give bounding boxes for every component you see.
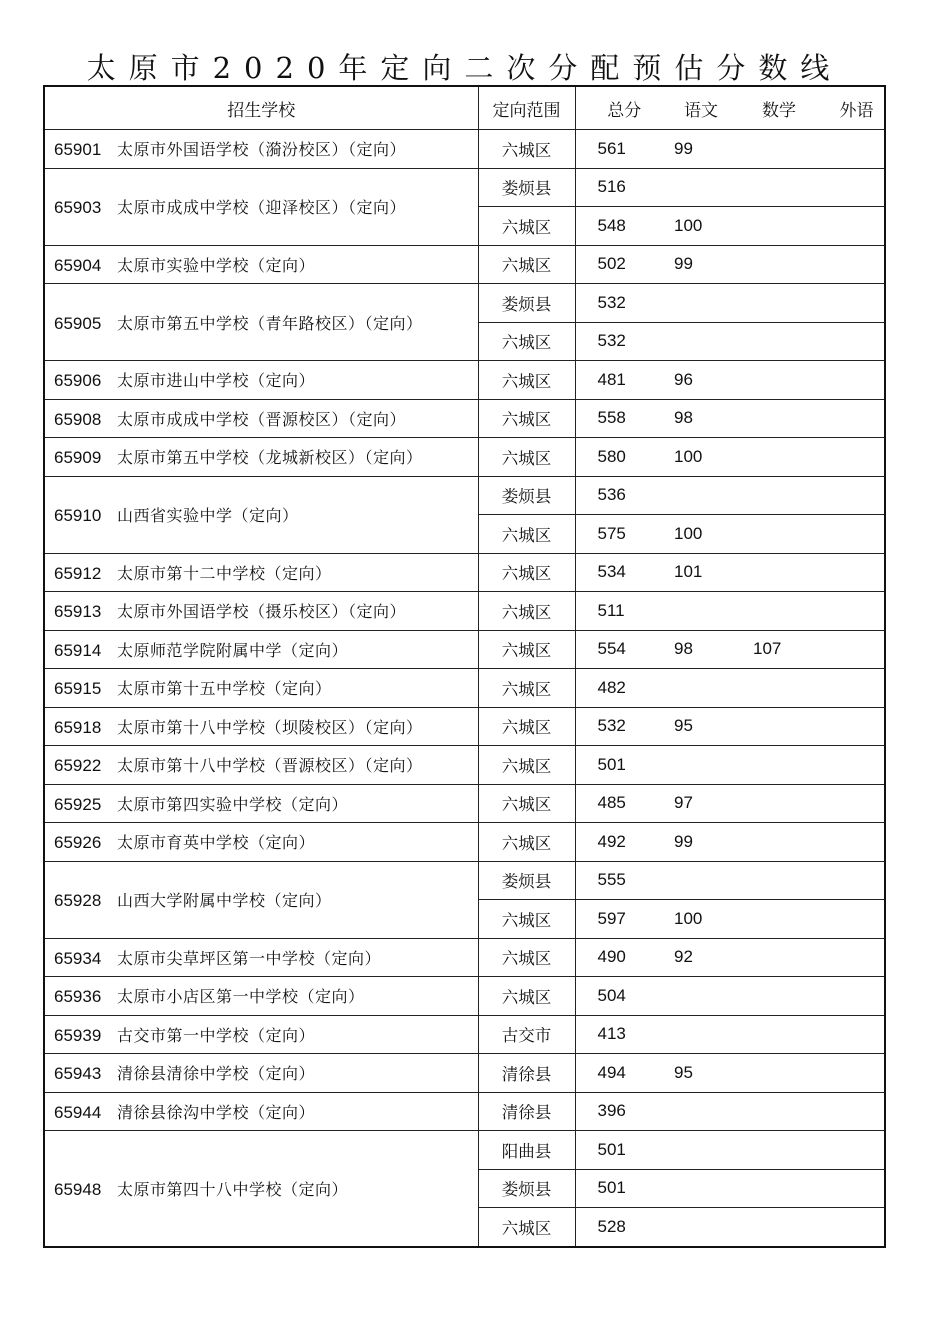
scope-cell: 六城区 [478,784,575,823]
total-score-cell: 481 [575,361,651,400]
total-score-cell: 597 [575,900,651,939]
math-score-cell [729,245,807,284]
school-cell [44,861,478,938]
table-row [44,361,885,400]
chinese-score-cell [651,861,729,900]
school-code: 65903 [54,198,102,217]
english-score-cell [807,861,885,900]
scope-cell: 清徐县 [478,1092,575,1131]
math-score-cell [729,1092,807,1131]
chinese-score-cell [651,977,729,1016]
school-name: 山西大学附属中学校（定向） [117,891,332,910]
chinese-score-cell: 100 [651,515,729,554]
english-score-cell [807,938,885,977]
table-row [44,977,885,1016]
scope-cell: 娄烦县 [478,1169,575,1208]
school-code: 65943 [54,1064,102,1084]
english-score-cell [807,130,885,169]
chinese-score-cell: 101 [651,553,729,592]
school-cell [44,399,478,438]
scope-cell: 清徐县 [478,1054,575,1093]
school-code: 65928 [54,891,102,910]
scope-cell: 六城区 [478,630,575,669]
math-score-cell [729,168,807,207]
school-code: 65939 [54,1025,102,1045]
english-score-cell [807,1208,885,1247]
table-row [44,553,885,592]
total-score-cell: 516 [575,168,651,207]
total-score-cell: 558 [575,399,651,438]
school-code: 65914 [54,640,102,660]
english-score-cell [807,707,885,746]
total-score-cell: 555 [575,861,651,900]
total-score-cell: 511 [575,592,651,631]
table-row [44,245,885,284]
chinese-score-cell: 99 [651,823,729,862]
table-row [44,1015,885,1054]
school-code: 65908 [54,409,102,429]
table-row [44,938,885,977]
table-row [44,823,885,862]
chinese-score-cell: 92 [651,938,729,977]
total-score-cell: 548 [575,207,651,246]
school-code: 65926 [54,833,102,853]
english-score-cell [807,746,885,785]
chinese-score-cell: 99 [651,245,729,284]
total-score-cell: 502 [575,245,651,284]
chinese-score-cell [651,284,729,323]
school-name: 太原市尖草坪区第一中学校（定向） [117,948,382,968]
scope-cell: 六城区 [478,207,575,246]
total-score-cell: 501 [575,1169,651,1208]
english-score-cell [807,553,885,592]
scope-cell: 六城区 [478,322,575,361]
math-score-cell [729,900,807,939]
scope-cell: 六城区 [478,515,575,554]
school-cell [44,1054,478,1093]
table-row [44,168,885,207]
table-row [44,707,885,746]
scope-cell: 六城区 [478,977,575,1016]
table-row [44,130,885,169]
math-score-cell [729,476,807,515]
math-score-cell [729,284,807,323]
school-cell [44,823,478,862]
total-score-cell: 532 [575,322,651,361]
school-code: 65912 [54,563,102,583]
math-score-cell [729,1015,807,1054]
scope-cell: 阳曲县 [478,1131,575,1170]
school-name: 清徐县徐沟中学校（定向） [117,1102,316,1122]
scope-cell: 六城区 [478,1208,575,1247]
table-row [44,284,885,323]
table-row [44,1131,885,1170]
school-cell [44,168,478,245]
school-cell [44,553,478,592]
scope-cell: 六城区 [478,399,575,438]
chinese-score-cell: 100 [651,207,729,246]
english-score-cell [807,977,885,1016]
school-name: 太原市第十八中学校（坝陵校区）（定向） [117,717,423,737]
table-row [44,438,885,477]
school-code: 65925 [54,794,102,814]
school-cell [44,592,478,631]
english-score-cell [807,245,885,284]
school-cell [44,245,478,284]
school-cell [44,938,478,977]
total-score-cell: 490 [575,938,651,977]
chinese-score-cell: 95 [651,707,729,746]
scope-cell: 娄烦县 [478,168,575,207]
math-score-cell [729,707,807,746]
school-name: 太原市外国语学校（摄乐校区）（定向） [117,602,407,622]
math-score-cell [729,438,807,477]
table-row [44,861,885,900]
english-score-cell [807,515,885,554]
table-row [44,1092,885,1131]
english-score-cell [807,168,885,207]
table-row [44,784,885,823]
chinese-score-cell: 100 [651,438,729,477]
school-code: 65905 [54,313,102,333]
chinese-score-cell: 96 [651,361,729,400]
total-score-cell: 554 [575,630,651,669]
math-score-cell [729,823,807,862]
math-score-cell: 107 [729,630,807,669]
chinese-score-cell [651,1015,729,1054]
chinese-score-cell: 98 [651,399,729,438]
english-score-cell [807,592,885,631]
chinese-score-cell [651,669,729,708]
school-code: 65936 [54,987,102,1007]
scope-cell: 六城区 [478,130,575,169]
scope-cell: 六城区 [478,592,575,631]
scope-cell: 六城区 [478,823,575,862]
school-cell [44,746,478,785]
table-row [44,476,885,515]
chinese-score-cell: 97 [651,784,729,823]
header-scope: 定向范围 [478,86,575,130]
math-score-cell [729,515,807,554]
math-score-cell [729,592,807,631]
school-cell [44,1092,478,1131]
school-cell [44,438,478,477]
table-row [44,630,885,669]
header-school: 招生学校 [44,86,478,130]
school-code: 65918 [54,717,102,737]
school-name: 清徐县清徐中学校（定向） [117,1064,316,1084]
school-cell [44,707,478,746]
english-score-cell [807,438,885,477]
chinese-score-cell: 99 [651,130,729,169]
total-score-cell: 532 [575,707,651,746]
table-row [44,669,885,708]
school-name: 古交市第一中学校（定向） [117,1025,316,1045]
chinese-score-cell: 98 [651,630,729,669]
english-score-cell [807,1131,885,1170]
math-score-cell [729,861,807,900]
school-name: 太原市第五中学校（青年路校区）（定向） [117,313,423,333]
english-score-cell [807,1169,885,1208]
scope-cell: 六城区 [478,245,575,284]
chinese-score-cell [651,746,729,785]
school-code: 65922 [54,756,102,776]
math-score-cell [729,1054,807,1093]
math-score-cell [729,669,807,708]
english-score-cell [807,1015,885,1054]
english-score-cell [807,823,885,862]
total-score-cell: 532 [575,284,651,323]
english-score-cell [807,476,885,515]
table-row [44,592,885,631]
school-name: 太原市成成中学校（晋源校区）（定向） [117,409,407,429]
english-score-cell [807,669,885,708]
school-cell [44,630,478,669]
school-code: 65909 [54,448,102,468]
scope-cell: 六城区 [478,900,575,939]
total-score-cell: 485 [575,784,651,823]
scope-cell: 六城区 [478,669,575,708]
school-name: 太原市第四十八中学校（定向） [117,1179,349,1199]
english-score-cell [807,322,885,361]
school-name: 太原市小店区第一中学校（定向） [117,987,365,1007]
score-table [43,85,886,1248]
chinese-score-cell [651,1169,729,1208]
total-score-cell: 482 [575,669,651,708]
header-total: 总分 [575,86,651,130]
scope-cell: 六城区 [478,746,575,785]
header-math: 数学 [729,86,807,130]
school-code: 65910 [54,506,102,525]
school-name: 山西省实验中学（定向） [117,506,299,525]
total-score-cell: 528 [575,1208,651,1247]
total-score-cell: 413 [575,1015,651,1054]
math-score-cell [729,207,807,246]
school-code: 65901 [54,140,102,160]
chinese-score-cell [651,1092,729,1131]
school-code: 65906 [54,371,102,391]
total-score-cell: 580 [575,438,651,477]
scope-cell: 六城区 [478,553,575,592]
math-score-cell [729,130,807,169]
school-cell [44,361,478,400]
total-score-cell: 536 [575,476,651,515]
table-row [44,1054,885,1093]
math-score-cell [729,361,807,400]
school-name: 太原师范学院附属中学（定向） [117,640,349,660]
english-score-cell [807,361,885,400]
english-score-cell [807,630,885,669]
school-code: 65913 [54,602,102,622]
english-score-cell [807,207,885,246]
math-score-cell [729,977,807,1016]
school-cell [44,1131,478,1247]
total-score-cell: 501 [575,1131,651,1170]
scope-cell: 娄烦县 [478,284,575,323]
scope-cell: 古交市 [478,1015,575,1054]
chinese-score-cell [651,592,729,631]
math-score-cell [729,322,807,361]
total-score-cell: 501 [575,746,651,785]
chinese-score-cell: 100 [651,900,729,939]
total-score-cell: 396 [575,1092,651,1131]
total-score-cell: 492 [575,823,651,862]
total-score-cell: 575 [575,515,651,554]
school-name: 太原市第四实验中学校（定向） [117,794,349,814]
chinese-score-cell [651,322,729,361]
table-row [44,746,885,785]
scope-cell: 六城区 [478,438,575,477]
school-cell [44,784,478,823]
school-name: 太原市第十八中学校（晋源校区）（定向） [117,756,423,776]
school-cell [44,476,478,553]
math-score-cell [729,1131,807,1170]
table-header-row [44,86,885,130]
school-code: 65934 [54,948,102,968]
school-cell [44,977,478,1016]
scope-cell: 娄烦县 [478,476,575,515]
school-name: 太原市成成中学校（迎泽校区）（定向） [117,198,407,217]
school-name: 太原市第十二中学校（定向） [117,563,332,583]
math-score-cell [729,1208,807,1247]
english-score-cell [807,1092,885,1131]
scope-cell: 六城区 [478,938,575,977]
scope-cell: 娄烦县 [478,861,575,900]
school-cell [44,130,478,169]
school-cell [44,669,478,708]
school-name: 太原市第五中学校（龙城新校区）（定向） [117,448,423,468]
english-score-cell [807,900,885,939]
chinese-score-cell: 95 [651,1054,729,1093]
school-cell [44,1015,478,1054]
scope-cell: 六城区 [478,707,575,746]
chinese-score-cell [651,476,729,515]
math-score-cell [729,1169,807,1208]
school-name: 太原市外国语学校（漪汾校区）（定向） [117,140,407,160]
page-title: 太原市2020年定向二次分配预估分数线 [86,51,843,85]
school-code: 65948 [54,1179,102,1199]
math-score-cell [729,784,807,823]
school-name: 太原市实验中学校（定向） [117,255,316,275]
total-score-cell: 561 [575,130,651,169]
math-score-cell [729,399,807,438]
math-score-cell [729,553,807,592]
school-code: 65904 [54,255,102,275]
chinese-score-cell [651,1131,729,1170]
english-score-cell [807,784,885,823]
total-score-cell: 534 [575,553,651,592]
school-name: 太原市进山中学校（定向） [117,371,316,391]
school-name: 太原市育英中学校（定向） [117,833,316,853]
math-score-cell [729,746,807,785]
english-score-cell [807,1054,885,1093]
school-cell [44,284,478,361]
school-name: 太原市第十五中学校（定向） [117,679,332,699]
english-score-cell [807,284,885,323]
chinese-score-cell [651,1208,729,1247]
table-row [44,399,885,438]
table-body [44,130,885,1247]
total-score-cell: 504 [575,977,651,1016]
math-score-cell [729,938,807,977]
english-score-cell [807,399,885,438]
header-chinese: 语文 [651,86,729,130]
scope-cell: 六城区 [478,361,575,400]
header-english: 外语 [807,86,885,130]
total-score-cell: 494 [575,1054,651,1093]
chinese-score-cell [651,168,729,207]
school-code: 65944 [54,1102,102,1122]
school-code: 65915 [54,679,102,699]
